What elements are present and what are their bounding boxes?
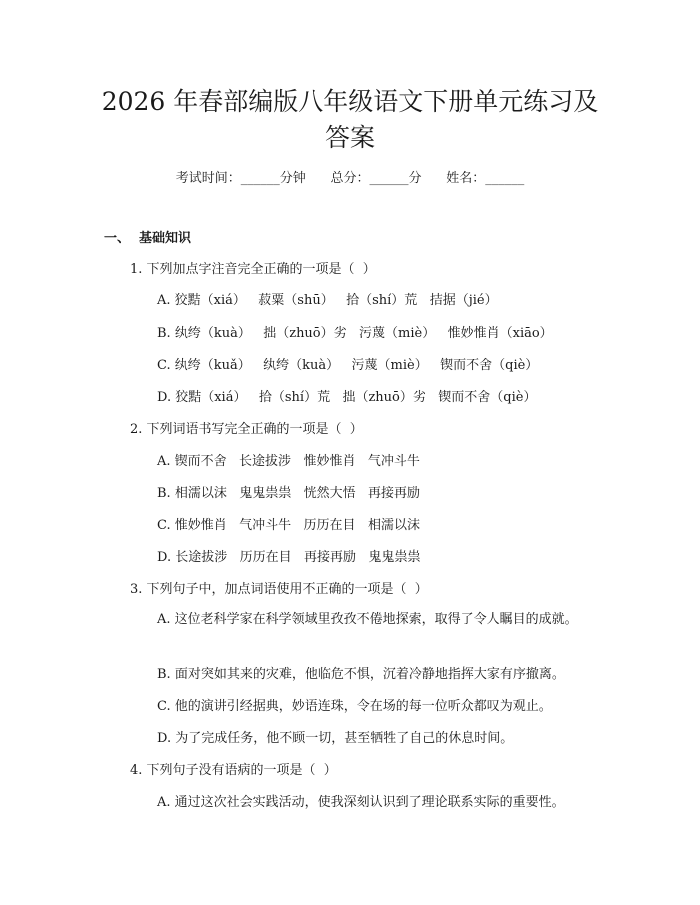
- question-4-stem: 4. 下列句子没有语病的一项是（ ）: [130, 763, 337, 778]
- question-3-option-a: A. 这位老科学家在科学领域里孜孜不倦地探索，取得了令人瞩目的成就。: [157, 612, 578, 627]
- question-1-option-b: B. 纨绔（kuà） 拙（zhuō）劣 污蔑（miè） 惟妙惟肖（xiāo）: [157, 326, 553, 341]
- question-4-option-a: A. 通过这次社会实践活动，使我深刻认识到了理论联系实际的重要性。: [157, 795, 565, 810]
- title-line-1: 2026 年春部编版八年级语文下册单元练习及: [101, 87, 599, 116]
- question-2-option-d: D. 长途拔涉 历历在目 再接再励 鬼鬼祟祟: [157, 550, 421, 565]
- question-3-option-b: B. 面对突如其来的灾难，他临危不惧，沉着冷静地指挥大家有序撤离。: [157, 667, 565, 682]
- section-number: 一、: [104, 231, 131, 246]
- document-title: [80, 84, 620, 156]
- question-2-option-c: C. 惟妙惟肖 气冲斗牛 历历在目 相濡以沫: [157, 518, 420, 533]
- question-2-option-a: A. 锲而不舍 长途拔涉 惟妙惟肖 气冲斗牛: [157, 454, 420, 469]
- question-1-option-c: C. 纨绔（kuǎ） 纨绔（kuà） 污蔑（miè） 锲而不舍（qiè）: [157, 358, 539, 373]
- exam-info-line: 考试时间：______分钟 总分：______分 姓名：______: [175, 171, 525, 186]
- section-title: 基础知识: [139, 231, 192, 246]
- question-1-stem: 1. 下列加点字注音完全正确的一项是（ ）: [130, 262, 376, 277]
- question-3-option-d: D. 为了完成任务，他不顾一切，甚至牺牲了自己的休息时间。: [157, 731, 514, 746]
- question-3-option-c: C. 他的演讲引经据典，妙语连珠，令在场的每一位听众都叹为观止。: [157, 699, 552, 714]
- question-1-option-d: D. 狡黠（xiá） 拾（shí）荒 拙（zhuō）劣 锲而不舍（qiè）: [157, 390, 537, 405]
- question-1-option-a: A. 狡黠（xiá） 菽粟（shū） 拾（shí）荒 拮据（jié）: [157, 293, 498, 308]
- title-line-2: 答案: [324, 123, 375, 152]
- question-2-stem: 2. 下列词语书写完全正确的一项是（ ）: [130, 422, 363, 437]
- section-heading: [104, 230, 191, 248]
- question-3-stem: 3. 下列句子中，加点词语使用不正确的一项是（ ）: [130, 582, 428, 597]
- question-2-option-b: B. 相濡以沫 鬼鬼祟祟 恍然大悟 再接再励: [157, 486, 421, 501]
